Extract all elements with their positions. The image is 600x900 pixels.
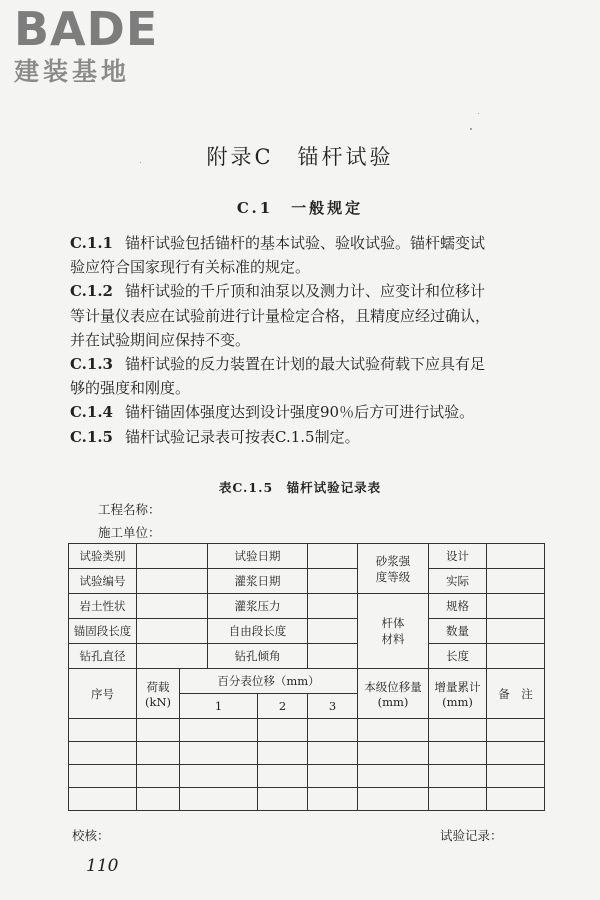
clause-text: 锚杆锚固体强度达到设计强度90％后方可进行试验。: [125, 403, 475, 422]
label-design: 设计: [429, 544, 487, 569]
header-dial-1: 1: [180, 694, 258, 719]
value-cell: [137, 569, 208, 594]
label-test-no: 试验编号: [69, 569, 137, 594]
table-cell: [137, 788, 180, 811]
header-stage-displacement: [358, 669, 429, 719]
table-cell: [69, 719, 137, 742]
table-cell: [358, 742, 429, 765]
value-cell: [487, 644, 545, 669]
value-cell: [308, 544, 358, 569]
value-cell: [137, 644, 208, 669]
label-hole-diameter: 钻孔直径: [69, 644, 137, 669]
table-cell: [429, 788, 487, 811]
table-cell: [69, 742, 137, 765]
table-cell: [308, 742, 358, 765]
header-load-unit: (kN): [144, 694, 171, 709]
table-cell: [487, 719, 545, 742]
table-cell: [258, 765, 308, 788]
clause-number: C.1.1: [70, 234, 113, 252]
header-stage-label: 本级位移量: [364, 679, 422, 694]
label-test-date: 试验日期: [208, 544, 308, 569]
table-cell: [429, 719, 487, 742]
table-cell: [180, 788, 258, 811]
table-cell: [487, 742, 545, 765]
label-length: 长度: [429, 644, 487, 669]
header-remarks: 备 注: [487, 669, 545, 719]
clause-c12: [70, 279, 540, 352]
value-cell: [137, 619, 208, 644]
header-dial-2: 2: [258, 694, 308, 719]
value-cell: [487, 569, 545, 594]
label-soil: 岩土性状: [69, 594, 137, 619]
clause-c13: [70, 352, 540, 400]
recorder-label: 试验记录：: [440, 828, 503, 843]
clause-number: C.1.5: [70, 427, 113, 446]
page-number: 110: [86, 856, 119, 876]
label-test-type: 试验类别: [69, 544, 137, 569]
clause-text: 锚杆试验包括锚杆的基本试验、验收试验。锚杆蠕变试: [125, 234, 486, 252]
clause-number: C.1.2: [70, 282, 113, 301]
label-anchor-length: 锚固段长度: [69, 619, 137, 644]
clause-text: 锚杆试验记录表可按表C.1.5制定。: [125, 427, 360, 446]
bade-logo: [14, 2, 159, 86]
mortar-strength-line2: 度等级: [375, 569, 411, 584]
table-cell: [137, 719, 180, 742]
value-cell: [308, 569, 358, 594]
clause-number: C.1.4: [70, 403, 113, 422]
table-cell: [358, 788, 429, 811]
header-dial-displacement: 百分表位移（mm）: [180, 669, 358, 694]
value-cell: [487, 619, 545, 644]
label-grout-pressure: 灌浆压力: [208, 594, 308, 619]
clause-text: 并在试验期间应保持不变。: [70, 330, 251, 349]
clause-number: C.1.3: [70, 355, 113, 374]
mortar-strength-line1: 砂浆强: [375, 553, 411, 568]
clause-list: [70, 231, 540, 449]
table-cell: [358, 765, 429, 788]
clause-c15: [70, 425, 540, 449]
value-cell: [308, 619, 358, 644]
label-grout-date: 灌浆日期: [208, 569, 308, 594]
table-cell: [487, 765, 545, 788]
table-cell: [429, 742, 487, 765]
label-mortar-strength: [358, 544, 429, 594]
table-cell: [69, 765, 137, 788]
value-cell: [308, 644, 358, 669]
bar-material-line2: 材料: [381, 632, 405, 646]
label-spec: 规格: [429, 594, 487, 619]
project-name-field: 工程名称：: [98, 502, 161, 517]
value-cell: [308, 594, 358, 619]
label-free-length: 自由段长度: [208, 619, 308, 644]
label-quantity: 数量: [429, 619, 487, 644]
header-load: [137, 669, 180, 719]
logo-brand: BADE: [14, 2, 159, 56]
checker-label: 校核：: [72, 828, 110, 843]
clause-text: 锚杆试验的反力装置在计划的最大试验荷载下应具有足: [125, 355, 486, 374]
table-cell: [180, 719, 258, 742]
clause-text: 够的强度和刚度。: [70, 379, 191, 398]
value-cell: [137, 544, 208, 569]
anchor-test-record-table: [68, 543, 545, 811]
table-row: [69, 788, 545, 811]
table-cell: [429, 765, 487, 788]
header-cumulative-unit: (mm): [442, 694, 473, 709]
logo-subtitle: 建装基地: [14, 57, 131, 86]
clause-c14: [70, 400, 540, 424]
table-cell: [137, 765, 180, 788]
bar-material-line1: 杆体: [381, 616, 405, 630]
appendix-title: 附录C 锚杆试验: [206, 145, 394, 169]
table-row: [69, 742, 545, 765]
label-hole-angle: 钻孔倾角: [208, 644, 308, 669]
clause-text: 锚杆试验的千斤顶和油泵以及测力计、应变计和位移计: [125, 282, 486, 301]
label-bar-material: [358, 594, 429, 669]
table-cell: [487, 788, 545, 811]
table-row: [69, 765, 545, 788]
clause-text: 验应符合国家现行有关标准的规定。: [70, 258, 311, 277]
table-cell: [258, 719, 308, 742]
table-cell: [258, 788, 308, 811]
table-cell: [308, 719, 358, 742]
contractor-field: 施工单位：: [98, 525, 161, 540]
header-cumulative: [429, 669, 487, 719]
scan-speck: [470, 128, 472, 130]
table-cell: [308, 765, 358, 788]
table-caption: 表C.1.5 锚杆试验记录表: [218, 480, 382, 495]
value-cell: [487, 544, 545, 569]
table-cell: [258, 742, 308, 765]
label-actual: 实际: [429, 569, 487, 594]
scan-speck: [478, 113, 479, 114]
section-title: C.1 一般规定: [236, 199, 364, 217]
header-dial-3: 3: [308, 694, 358, 719]
table-cell: [137, 742, 180, 765]
value-cell: [137, 594, 208, 619]
table-cell: [180, 765, 258, 788]
header-seq: 序号: [69, 669, 137, 719]
header-stage-unit: (mm): [377, 694, 409, 709]
header-cumulative-label: 增量累计: [434, 679, 481, 694]
header-load-label: 荷载: [146, 679, 170, 694]
table-row: [69, 719, 545, 742]
table-cell: [358, 719, 429, 742]
table-cell: [308, 788, 358, 811]
clause-c11: [70, 231, 540, 279]
value-cell: [487, 594, 545, 619]
table-cell: [180, 742, 258, 765]
clause-text: 等计量仪表应在试验前进行计量检定合格，且精度应经过确认，: [70, 306, 491, 325]
table-cell: [69, 788, 137, 811]
